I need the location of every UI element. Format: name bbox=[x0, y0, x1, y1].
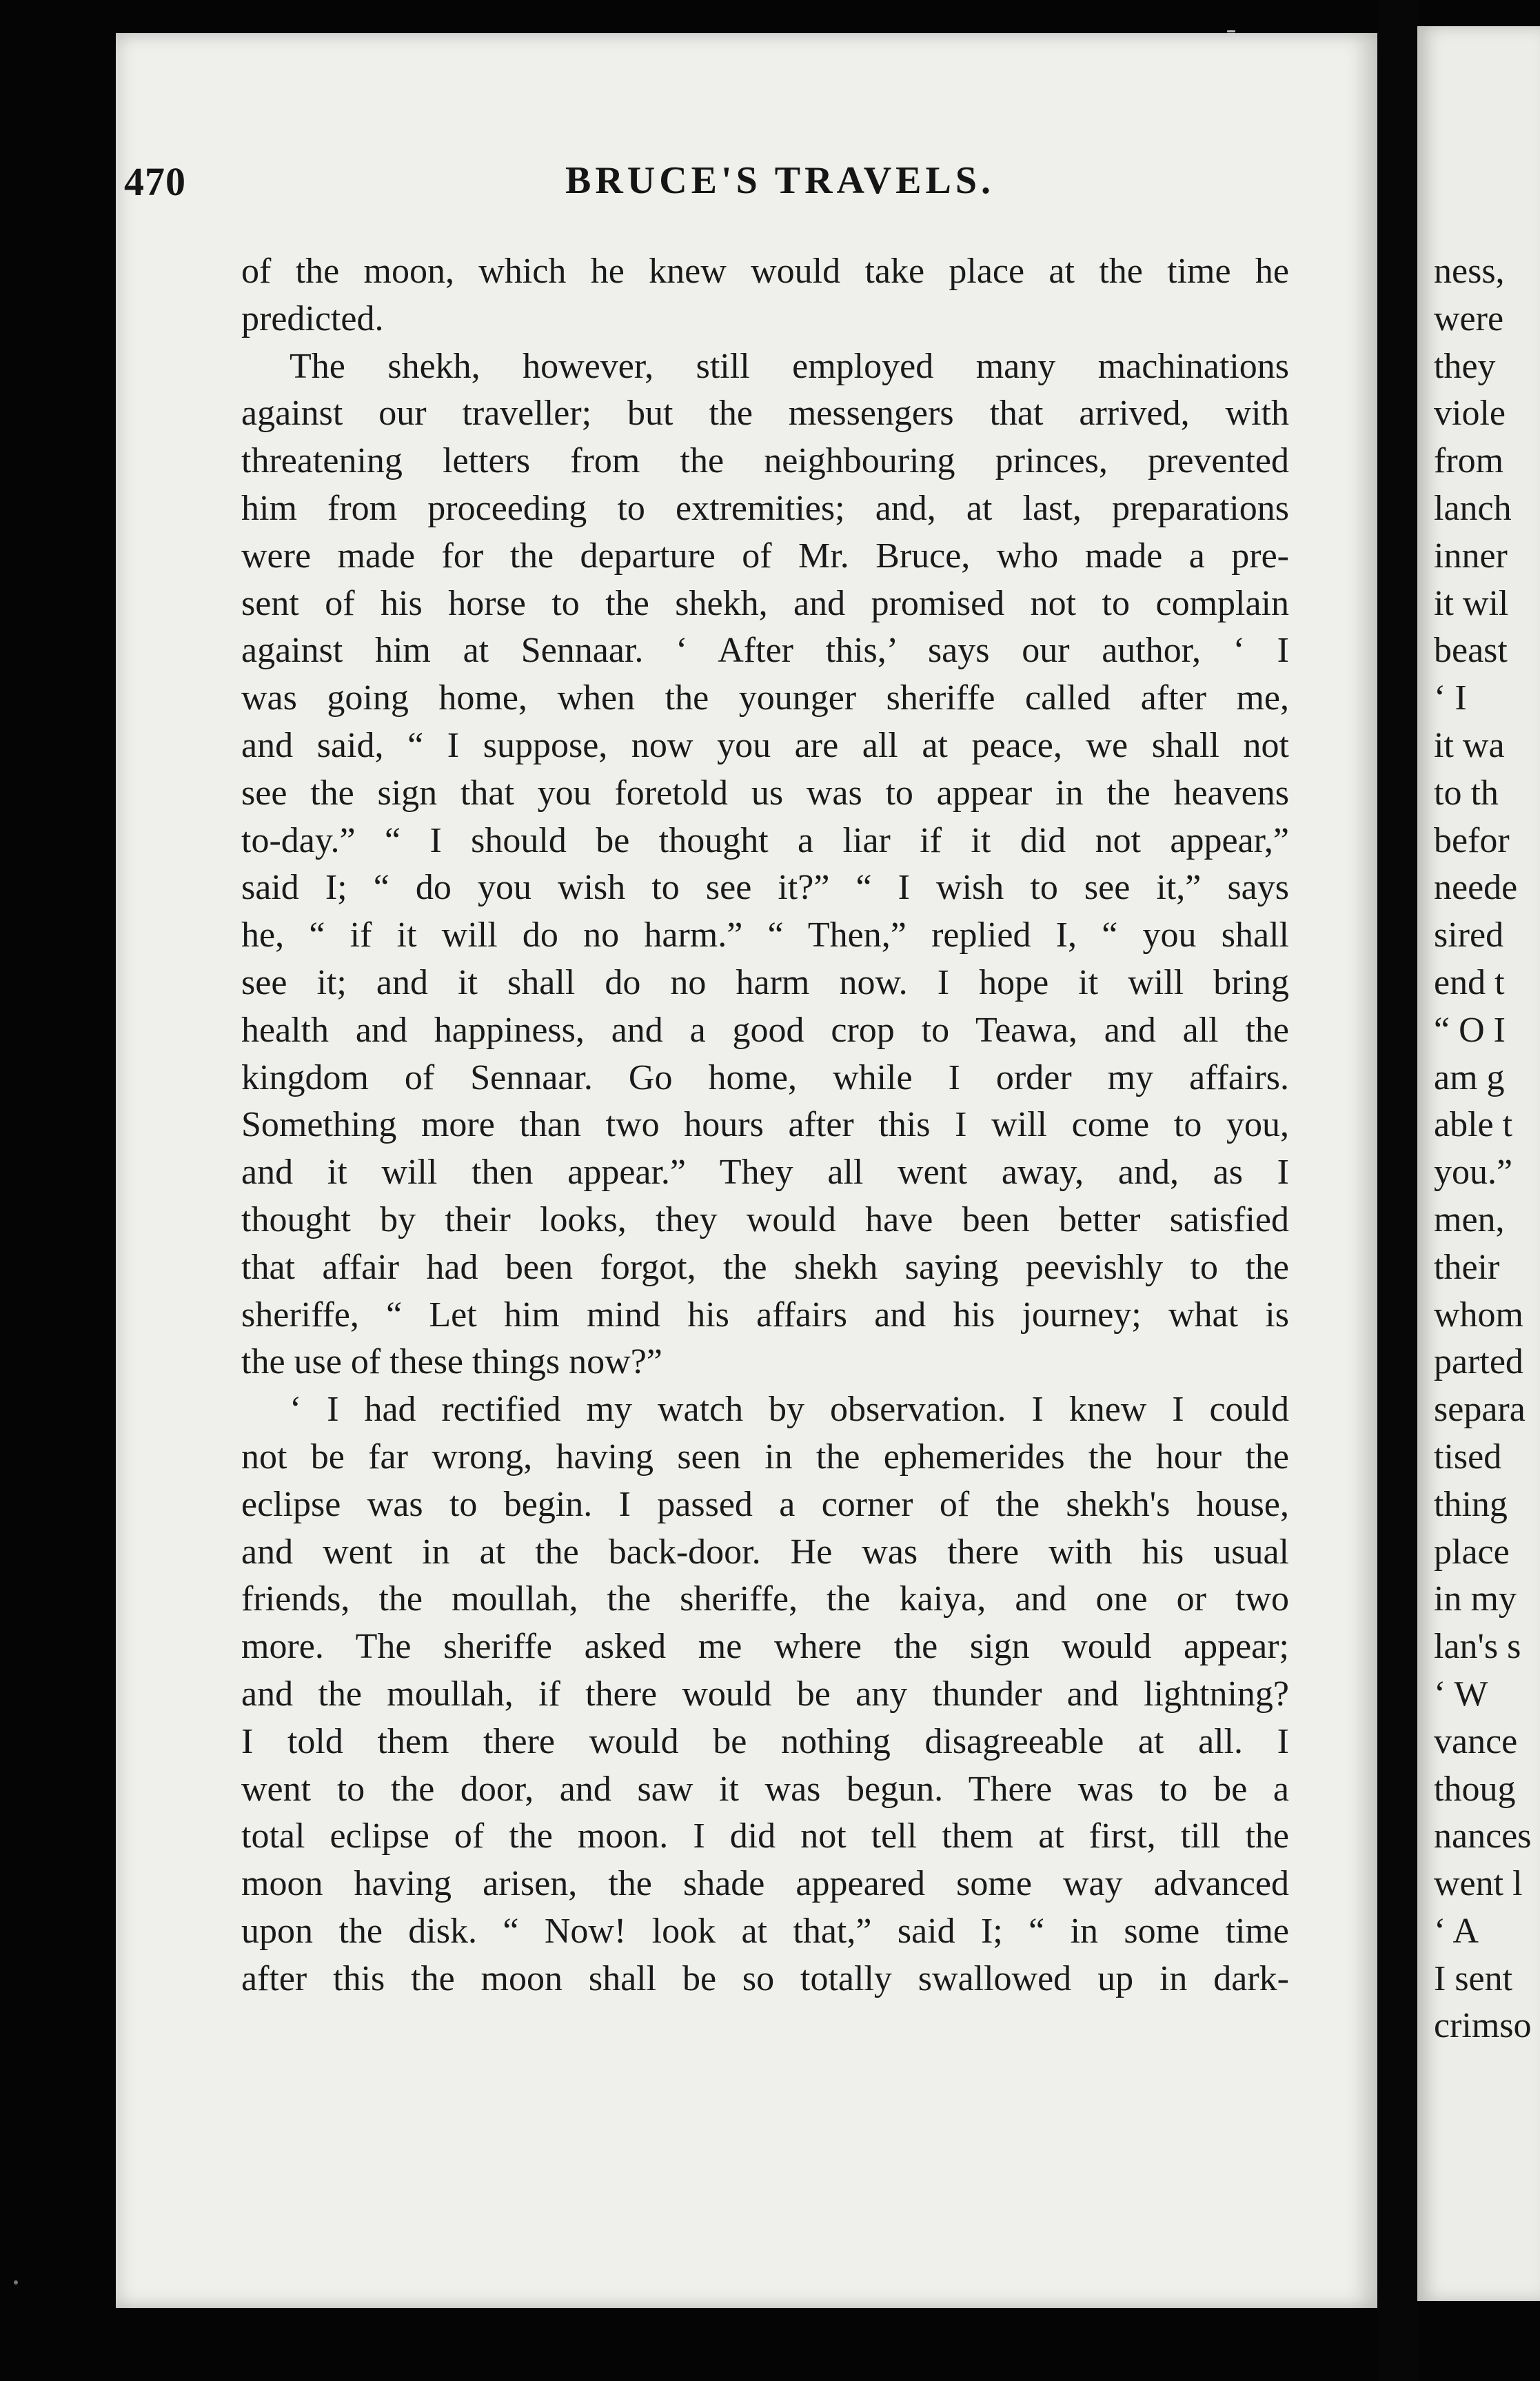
facing-text-line: viole bbox=[1434, 394, 1506, 434]
text-line: friends, the moullah, the sheriffe, the kaiya, and one or two bbox=[241, 1579, 1289, 1619]
text-line: against him at Sennaar. ‘ After this,’ says our author, ‘ I bbox=[241, 631, 1289, 671]
facing-text-line: beast bbox=[1434, 631, 1508, 671]
text-line: were made for the departure of Mr. Bruce, who made a pre- bbox=[241, 536, 1289, 576]
text-line: total eclipse of the moon. I did not tell them at first, till the bbox=[241, 1816, 1289, 1856]
facing-text-line: ness, bbox=[1434, 252, 1505, 291]
facing-text-line: whom bbox=[1434, 1295, 1523, 1335]
scan-dust-mark bbox=[1227, 30, 1235, 32]
text-line: was going home, when the younger sheriffe called after me, bbox=[241, 678, 1289, 718]
text-line: threatening letters from the neighbouring princes, prevented bbox=[241, 441, 1289, 481]
text-line: and the moullah, if there would be any thunder and lightning? bbox=[241, 1674, 1289, 1714]
facing-text-line: ‘ A bbox=[1434, 1911, 1479, 1951]
facing-text-line: men, bbox=[1434, 1199, 1505, 1239]
text-line: after this the moon shall be so totally swallowed up in dark- bbox=[241, 1958, 1289, 1998]
facing-text-line: lanch bbox=[1434, 488, 1512, 528]
text-line: more. The sheriffe asked me where the sign would appear; bbox=[241, 1627, 1289, 1667]
facing-text-line: tised bbox=[1434, 1437, 1502, 1477]
facing-text-line: thing bbox=[1434, 1484, 1508, 1524]
text-line: sent of his horse to the shekh, and promised not to complain bbox=[241, 583, 1289, 623]
facing-text-line: in my bbox=[1434, 1579, 1517, 1619]
facing-text-line: “ O I bbox=[1434, 1010, 1506, 1050]
text-line: that affair had been forgot, the shekh saying peevishly to the bbox=[241, 1247, 1289, 1287]
text-line: see the sign that you foretold us was to appear in the heavens bbox=[241, 773, 1289, 813]
facing-text-line: place bbox=[1434, 1532, 1510, 1572]
body-text bbox=[241, 248, 1289, 2003]
text-line: and said, “ I suppose, now you are all at peace, we shall not bbox=[241, 725, 1289, 765]
text-line: to-day.” “ I should be thought a liar if it did not appear,” bbox=[241, 820, 1289, 860]
facing-text-line: neede bbox=[1434, 868, 1518, 908]
page-number: 470 bbox=[124, 159, 186, 204]
facing-text-line: ‘ I bbox=[1434, 678, 1467, 718]
facing-text-line: able t bbox=[1434, 1105, 1513, 1145]
text-line: not be far wrong, having seen in the ephemerides the hour the bbox=[241, 1437, 1289, 1477]
text-line: said I; “ do you wish to see it?” “ I wish to see it,” says bbox=[241, 868, 1289, 908]
running-head-title: BRUCE'S TRAVELS. bbox=[565, 159, 995, 202]
text-line: see it; and it shall do no harm now. I hope it will bring bbox=[241, 962, 1289, 1002]
text-line: thought by their looks, they would have been better satisfied bbox=[241, 1199, 1289, 1239]
text-line: him from proceeding to extremities; and, at last, preparations bbox=[241, 488, 1289, 528]
facing-text-line: inner bbox=[1434, 536, 1508, 576]
facing-text-line: I sent bbox=[1434, 1958, 1513, 1998]
facing-text-line: parted bbox=[1434, 1342, 1523, 1382]
facing-text-line: were bbox=[1434, 298, 1504, 338]
text-line: he, “ if it will do no harm.” “ Then,” replied I, “ you shall bbox=[241, 915, 1289, 955]
text-line: sheriffe, “ Let him mind his affairs and his journey; what is bbox=[241, 1295, 1289, 1335]
facing-text-line: nances bbox=[1434, 1816, 1532, 1856]
facing-text-line: their bbox=[1434, 1247, 1500, 1287]
book-gutter bbox=[1377, 0, 1417, 2381]
facing-text-line: ‘ W bbox=[1434, 1674, 1488, 1714]
text-line: the use of these things now?” bbox=[241, 1342, 662, 1382]
text-line: predicted. bbox=[241, 298, 384, 338]
text-line: health and happiness, and a good crop to Teawa, and all the bbox=[241, 1010, 1289, 1050]
text-line: moon having arisen, the shade appeared some way advanced bbox=[241, 1864, 1289, 1904]
text-line: I told them there would be nothing disagreeable at all. I bbox=[241, 1721, 1289, 1761]
scan-dust-mark bbox=[14, 2280, 18, 2284]
facing-text-line: it wil bbox=[1434, 583, 1509, 623]
facing-text-line: to th bbox=[1434, 773, 1499, 813]
facing-text-line: they bbox=[1434, 346, 1496, 386]
facing-text-line: separa bbox=[1434, 1390, 1526, 1430]
facing-text-line: sired bbox=[1434, 915, 1504, 955]
text-line: and it will then appear.” They all went away, and, as I bbox=[241, 1153, 1289, 1193]
text-line: ‘ I had rectified my watch by observation. I knew I could bbox=[290, 1390, 1289, 1430]
text-line: and went in at the back-door. He was there with his usual bbox=[241, 1532, 1289, 1572]
facing-text-line: thoug bbox=[1434, 1769, 1516, 1809]
text-line: against our traveller; but the messengers that arrived, with bbox=[241, 394, 1289, 434]
text-line: upon the disk. “ Now! look at that,” said I; “ in some time bbox=[241, 1911, 1289, 1951]
facing-text-line: crimso bbox=[1434, 2006, 1532, 2046]
facing-text-line: it wa bbox=[1434, 725, 1505, 765]
facing-text-line: you.” bbox=[1434, 1153, 1513, 1193]
text-line: went to the door, and saw it was begun. There was to be a bbox=[241, 1769, 1289, 1809]
text-line: Something more than two hours after this I will come to you, bbox=[241, 1105, 1289, 1145]
facing-text-line: end t bbox=[1434, 962, 1505, 1002]
facing-text-line: vance bbox=[1434, 1721, 1518, 1761]
facing-text-line: lan's s bbox=[1434, 1627, 1521, 1667]
facing-text-line: befor bbox=[1434, 820, 1510, 860]
text-line: of the moon, which he knew would take place at the time he bbox=[241, 252, 1289, 291]
facing-text-line: from bbox=[1434, 441, 1504, 481]
facing-text-line: went l bbox=[1434, 1864, 1523, 1904]
facing-page-text bbox=[1434, 248, 1540, 2050]
text-line: eclipse was to begin. I passed a corner of the shekh's house, bbox=[241, 1484, 1289, 1524]
text-line: kingdom of Sennaar. Go home, while I order my affairs. bbox=[241, 1057, 1289, 1097]
text-line: The shekh, however, still employed many machinations bbox=[290, 346, 1289, 386]
facing-text-line: am g bbox=[1434, 1057, 1505, 1097]
